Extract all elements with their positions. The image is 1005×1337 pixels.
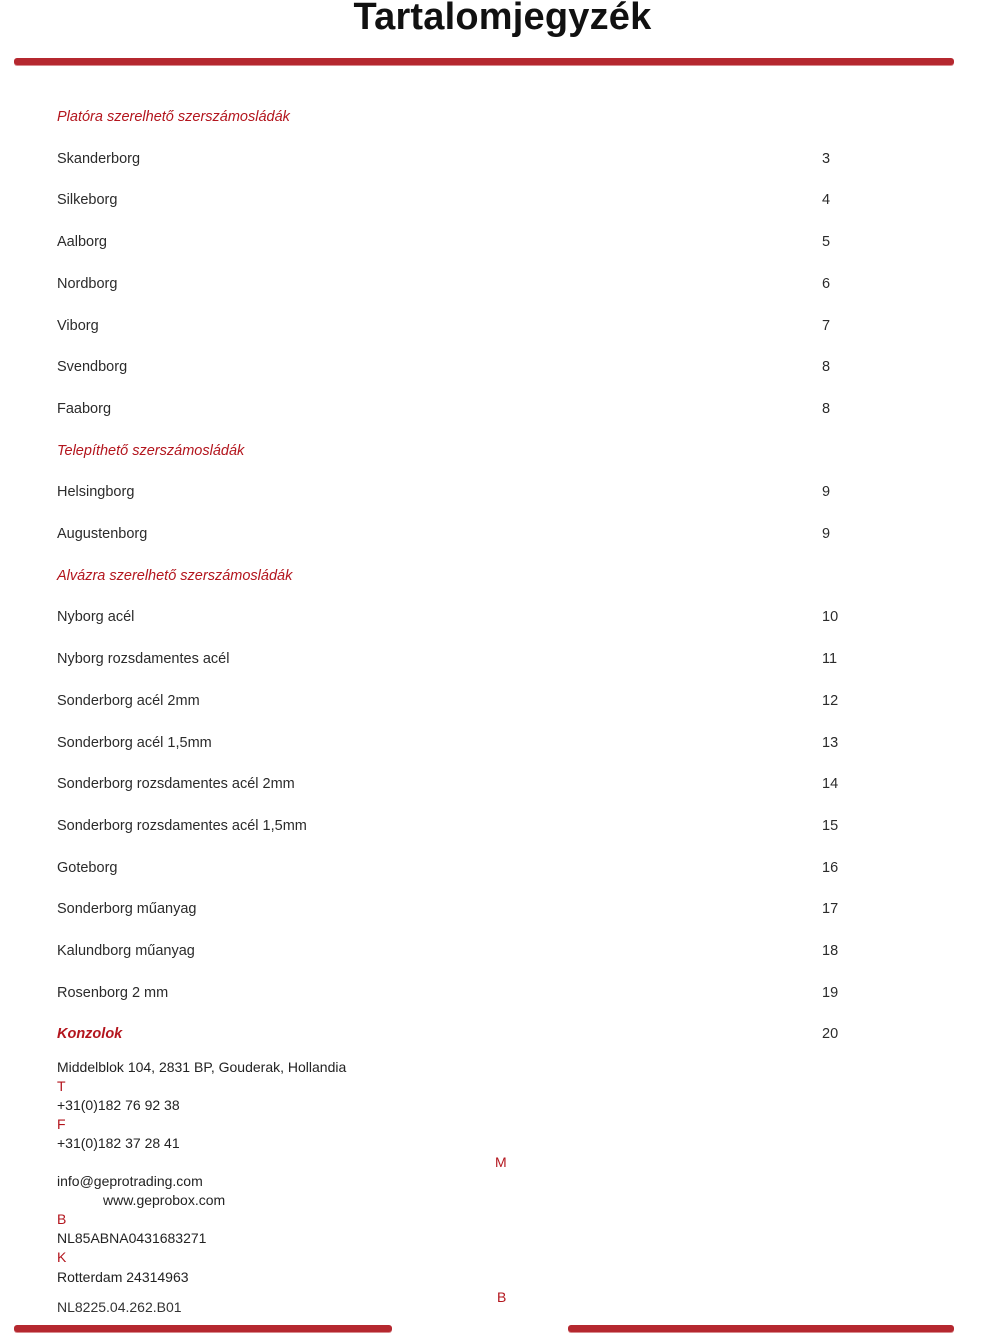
toc-page-number: 19 [822,985,839,1001]
page-title: Tartalomjegyzék [353,0,652,38]
footer-t-label: T [57,1078,66,1094]
toc-entry-label: Sonderborg rozsdamentes acél 1,5mm [57,818,307,834]
footer-m-label: M [495,1154,507,1170]
toc-entry-label: Sonderborg acél 2mm [57,693,200,709]
footer-kvk: Rotterdam 24314963 [57,1269,189,1285]
toc-page-number: 8 [822,359,831,375]
toc-section-heading: Platóra szerelhető szerszámosládák [57,109,290,125]
footer-website[interactable]: www.geprobox.com [103,1192,226,1208]
toc-page-number: 15 [822,818,839,834]
toc-entry-label: Sonderborg acél 1,5mm [57,735,212,751]
toc-page-number: 7 [822,318,831,334]
toc-entry-label: Kalundborg műanyag [57,943,195,959]
footer-k-label: K [57,1249,67,1265]
toc-page-number: 18 [822,943,839,959]
toc-page-number: 12 [822,693,839,709]
toc-entry-label: Nordborg [57,276,118,292]
footer-f-label: F [57,1116,66,1132]
toc-entry-label: Skanderborg [57,151,141,167]
toc-entry-label: Helsingborg [57,484,135,500]
toc-entry-label: Nyborg acél [57,609,135,625]
toc-entry-label: Goteborg [57,860,118,876]
toc-page-number: 16 [822,860,839,876]
footer-fax: +31(0)182 37 28 41 [57,1135,180,1151]
toc-page-number: 20 [822,1026,839,1042]
toc-page-number: 4 [822,192,831,208]
footer-b-label: B [57,1211,67,1227]
toc-entry-label: Aalborg [57,234,107,250]
toc-page-number: 9 [822,484,831,500]
toc-page-number: 5 [822,234,831,250]
toc-page-number: 11 [822,651,838,667]
toc-entry-label: Sonderborg műanyag [57,901,197,917]
top-divider [14,58,954,65]
footer-vat-clipped [57,1299,197,1315]
bottom-divider-right [568,1325,954,1332]
footer-b2-label: B [497,1289,507,1305]
toc-entry-label: Sonderborg rozsdamentes acél 2mm [57,776,295,792]
footer-phone: +31(0)182 76 92 38 [57,1097,180,1113]
toc-section-heading: Telepíthető szerszámosládák [57,443,245,459]
toc-entry-label: Faaborg [57,401,112,417]
toc-page-number: 14 [822,776,839,792]
toc-entry-label: Nyborg rozsdamentes acél [57,651,230,667]
footer-iban: NL85ABNA0431683271 [57,1230,207,1246]
toc-section-heading: Alvázra szerelhető szerszámosládák [57,568,293,584]
bottom-divider-left [14,1325,392,1332]
toc-page-number: 10 [822,609,839,625]
toc-entry-label: Rosenborg 2 mm [57,985,169,1001]
toc-entry-label: Viborg [57,318,99,334]
toc-section-heading: Konzolok [57,1026,123,1042]
toc-entry-label: Svendborg [57,359,128,375]
footer-email[interactable]: info@geprotrading.com [57,1173,203,1189]
toc-page-number: 13 [822,735,839,751]
toc-entry-label: Augustenborg [57,526,148,542]
toc-entry-label: Silkeborg [57,192,118,208]
toc-page-number: 17 [822,901,839,917]
footer-address: Middelblok 104, 2831 BP, Gouderak, Hollandia [57,1059,347,1075]
toc-page-number: 9 [822,526,831,542]
toc-page-number: 3 [822,151,831,167]
toc-page-number: 6 [822,276,831,292]
toc-page-number: 8 [822,401,831,417]
footer-vat: NL8225.04.262.B01 [57,1299,182,1315]
